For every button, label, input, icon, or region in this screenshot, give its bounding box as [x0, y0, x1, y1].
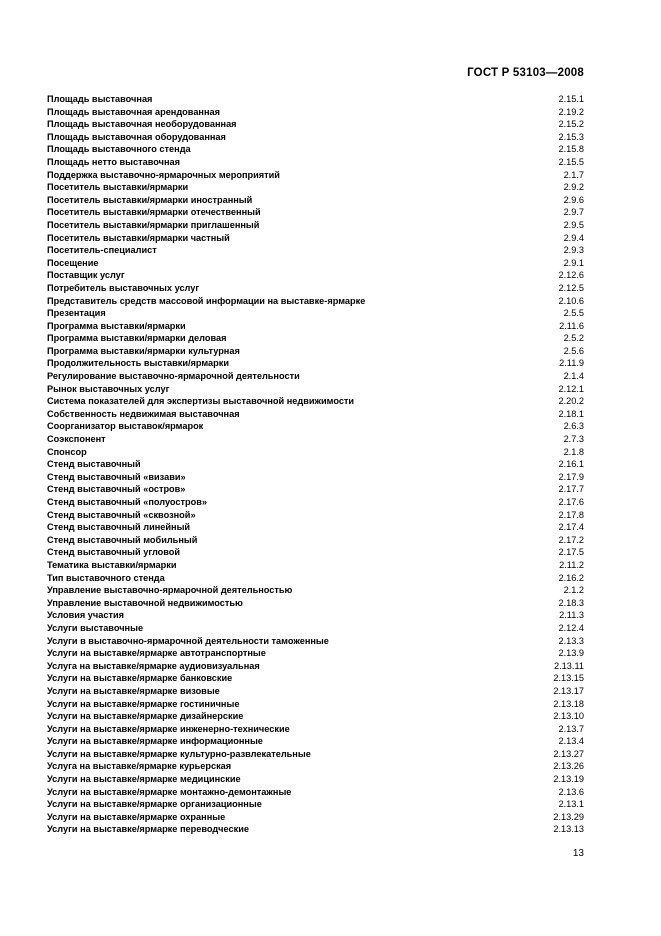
- index-reference-number: 2.1.7: [563, 169, 584, 180]
- index-term: Посетитель-специалист: [47, 245, 157, 256]
- index-reference-number: 2.15.1: [558, 94, 584, 104]
- index-entry: [47, 143, 584, 156]
- index-term: Стенд выставочный угловой: [47, 547, 181, 558]
- index-term: Тематика выставки/ярмарки: [47, 559, 177, 570]
- index-term: Услуги на выставке/ярмарке монтажно-демонтажные: [47, 786, 292, 797]
- index-term: Услуги на выставке/ярмарке банковские: [47, 673, 233, 684]
- index-reference-number: 2.13.18: [553, 698, 584, 709]
- index-entry: [47, 811, 584, 824]
- index-term: Посетитель выставки/ярмарки: [47, 182, 189, 193]
- index-entry: [47, 156, 584, 169]
- index-term: Посетитель выставки/ярмарки частный: [47, 232, 230, 243]
- index-reference-number: 2.7.3: [563, 434, 584, 445]
- index-reference-number: 2.1.2: [563, 585, 584, 596]
- index-entry: [47, 622, 584, 635]
- index-reference-number: 2.10.6: [558, 295, 584, 306]
- index-term: Программа выставки/ярмарки деловая: [47, 333, 227, 344]
- index-term: Программа выставки/ярмарки: [47, 320, 186, 331]
- index-term: Площадь выставочная арендованная: [47, 106, 220, 117]
- index-reference-number: 2.9.7: [563, 207, 584, 218]
- index-reference-number: 2.13.4: [558, 736, 584, 747]
- index-entry: [47, 345, 584, 358]
- index-term: Площадь выставочного стенда: [47, 144, 191, 155]
- index-reference-number: 2.1.8: [563, 446, 584, 457]
- index-reference-number: 2.16.1: [558, 459, 584, 470]
- alphabetical-index-list: [47, 93, 584, 836]
- index-term: Услуги на выставке/ярмарке инженерно-технические: [47, 723, 290, 734]
- index-reference-number: 2.12.6: [558, 270, 584, 281]
- index-entry: [47, 672, 584, 685]
- index-reference-number: 2.13.11: [554, 660, 584, 671]
- index-entry: [47, 446, 584, 459]
- index-entry: [47, 685, 584, 698]
- index-term: Стенд выставочный «сквозной»: [47, 509, 196, 520]
- index-entry: [47, 408, 584, 421]
- index-entry: [47, 597, 584, 610]
- index-entry: [47, 748, 584, 761]
- index-reference-number: 2.17.8: [558, 509, 584, 520]
- index-term: Услуги на выставке/ярмарке культурно-развлекательные: [47, 748, 311, 759]
- index-entry: [47, 635, 584, 648]
- index-entry: [47, 798, 584, 811]
- index-entry: [47, 572, 584, 585]
- index-reference-number: 2.12.5: [558, 282, 584, 293]
- index-reference-number: 2.13.26: [553, 761, 584, 772]
- index-term: Площадь выставочная: [47, 94, 153, 104]
- index-term: Стенд выставочный: [47, 459, 141, 470]
- index-term: Площадь нетто выставочная: [47, 156, 180, 167]
- index-entry: [47, 106, 584, 119]
- index-entry: [47, 295, 584, 308]
- index-reference-number: 2.15.3: [558, 131, 584, 142]
- index-entry: [47, 773, 584, 786]
- index-reference-number: 2.18.1: [558, 408, 584, 419]
- index-entry: [47, 483, 584, 496]
- index-term: Презентация: [47, 308, 106, 319]
- index-reference-number: 2.9.2: [563, 182, 584, 193]
- index-entry: [47, 383, 584, 396]
- index-reference-number: 2.1.4: [563, 371, 584, 382]
- index-entry: [47, 269, 584, 282]
- index-term: Посетитель выставки/ярмарки иностранный: [47, 194, 253, 205]
- index-entry: [47, 760, 584, 773]
- index-term: Посетитель выставки/ярмарки отечественный: [47, 207, 261, 218]
- index-reference-number: 2.15.8: [558, 144, 584, 155]
- index-reference-number: 2.13.13: [553, 824, 584, 835]
- index-entry: [47, 169, 584, 182]
- index-reference-number: 2.15.5: [558, 156, 584, 167]
- index-entry: [47, 534, 584, 547]
- index-entry: [47, 244, 584, 257]
- index-term: Стенд выставочный «полуостров»: [47, 497, 207, 507]
- index-entry: [47, 181, 584, 194]
- index-term: Продолжительность выставки/ярмарки: [47, 358, 230, 369]
- index-entry: [47, 282, 584, 295]
- index-term: Программа выставки/ярмарки культурная: [47, 345, 240, 356]
- index-term: Услуга на выставке/ярмарке курьерская: [47, 761, 232, 772]
- index-entry: [47, 458, 584, 471]
- index-term: Рынок выставочных услуг: [47, 383, 170, 394]
- index-reference-number: 2.17.5: [558, 547, 584, 558]
- index-entry: [47, 320, 584, 333]
- index-term: Площадь выставочная оборудованная: [47, 131, 226, 142]
- index-term: Услуги на выставке/ярмарке переводческие: [47, 824, 249, 835]
- index-reference-number: 2.11.9: [559, 358, 584, 369]
- index-reference-number: 2.9.3: [563, 245, 584, 256]
- index-reference-number: 2.17.6: [558, 497, 584, 507]
- index-entry: [47, 660, 584, 673]
- index-term: Услуги на выставке/ярмарке информационные: [47, 736, 263, 747]
- index-reference-number: 2.19.2: [558, 106, 584, 117]
- index-entry: [47, 93, 584, 106]
- index-entry: [47, 521, 584, 534]
- index-reference-number: 2.17.9: [558, 471, 584, 482]
- index-entry: [47, 257, 584, 270]
- index-term: Соорганизатор выставок/ярмарок: [47, 421, 204, 432]
- index-entry: [47, 496, 584, 509]
- index-entry: [47, 546, 584, 559]
- index-entry: [47, 471, 584, 484]
- index-reference-number: 2.20.2: [558, 396, 584, 407]
- index-entry: [47, 786, 584, 799]
- index-term: Услуги на выставке/ярмарке охранные: [47, 811, 226, 822]
- index-term: Услуги на выставке/ярмарке визовые: [47, 685, 220, 696]
- index-term: Стенд выставочный «остров»: [47, 484, 186, 495]
- index-reference-number: 2.11.2: [559, 559, 584, 570]
- index-entry: [47, 219, 584, 232]
- index-entry: [47, 395, 584, 408]
- index-reference-number: 2.13.9: [558, 648, 584, 659]
- index-term: Посетитель выставки/ярмарки приглашенный: [47, 219, 260, 230]
- index-reference-number: 2.12.4: [558, 622, 584, 633]
- index-term: Стенд выставочный «визави»: [47, 471, 186, 482]
- index-term: Спонсор: [47, 446, 87, 457]
- index-entry: [47, 823, 584, 836]
- index-entry: [47, 420, 584, 433]
- index-entry: [47, 332, 584, 345]
- index-reference-number: 2.11.6: [559, 320, 584, 331]
- index-term: Услуги в выставочно-ярмарочной деятельности таможенные: [47, 635, 329, 646]
- index-reference-number: 2.13.10: [553, 711, 584, 722]
- index-term: Условия участия: [47, 610, 124, 621]
- index-entry: [47, 609, 584, 622]
- index-term: Представитель средств массовой информации на выставке-ярмарке: [47, 295, 366, 306]
- index-entry: [47, 307, 584, 320]
- index-reference-number: 2.5.6: [563, 345, 584, 356]
- index-reference-number: 2.13.3: [558, 635, 584, 646]
- index-reference-number: 2.9.4: [563, 232, 584, 243]
- index-reference-number: 2.13.15: [553, 673, 584, 684]
- index-reference-number: 2.13.19: [553, 774, 584, 785]
- index-reference-number: 2.13.1: [558, 799, 584, 810]
- index-reference-number: 2.6.3: [563, 421, 584, 432]
- index-entry: [47, 559, 584, 572]
- index-entry: [47, 206, 584, 219]
- index-reference-number: 2.13.6: [558, 786, 584, 797]
- index-term: Тип выставочного стенда: [47, 572, 165, 583]
- index-term: Услуга на выставке/ярмарке аудиовизуальная: [47, 660, 260, 671]
- index-reference-number: 2.11.3: [559, 610, 584, 621]
- index-reference-number: 2.17.7: [558, 484, 584, 495]
- index-reference-number: 2.18.3: [558, 597, 584, 608]
- index-term: Стенд выставочный линейный: [47, 522, 191, 533]
- document-header: ГОСТ Р 53103—2008: [467, 67, 584, 79]
- index-entry: [47, 370, 584, 383]
- index-reference-number: 2.13.7: [558, 723, 584, 734]
- index-entry: [47, 194, 584, 207]
- index-entry: [47, 433, 584, 446]
- index-entry: [47, 723, 584, 736]
- index-reference-number: 2.17.2: [558, 534, 584, 545]
- index-term: Услуги на выставке/ярмарке медицинские: [47, 774, 241, 785]
- index-term: Услуги на выставке/ярмарке гостиничные: [47, 698, 240, 709]
- index-reference-number: 2.13.27: [553, 748, 584, 759]
- index-term: Услуги на выставке/ярмарке дизайнерские: [47, 711, 244, 722]
- page-number: 13: [572, 848, 584, 859]
- index-entry: [47, 357, 584, 370]
- index-reference-number: 2.9.6: [563, 194, 584, 205]
- index-term: Услуги выставочные: [47, 622, 144, 633]
- index-reference-number: 2.9.1: [563, 257, 584, 268]
- index-term: Потребитель выставочных услуг: [47, 282, 200, 293]
- index-term: Поддержка выставочно-ярмарочных мероприятий: [47, 169, 280, 180]
- index-entry: [47, 131, 584, 144]
- index-reference-number: 2.5.5: [563, 308, 584, 319]
- index-entry: [47, 232, 584, 245]
- index-term: Услуги на выставке/ярмарке организационные: [47, 799, 262, 810]
- index-term: Управление выставочной недвижимостью: [47, 597, 243, 608]
- index-entry: [47, 698, 584, 711]
- index-term: Система показателей для экспертизы выставочной недвижимости: [47, 396, 355, 407]
- index-reference-number: 2.5.2: [563, 333, 584, 344]
- index-reference-number: 2.15.2: [558, 119, 584, 130]
- index-reference-number: 2.12.1: [558, 383, 584, 394]
- index-entry: [47, 735, 584, 748]
- index-entry: [47, 647, 584, 660]
- index-term: Управление выставочно-ярмарочной деятельностью: [47, 585, 293, 596]
- index-term: Собственность недвижимая выставочная: [47, 408, 240, 419]
- index-entry: [47, 509, 584, 522]
- index-term: Площадь выставочная необорудованная: [47, 119, 237, 130]
- index-term: Регулирование выставочно-ярмарочной деятельности: [47, 371, 300, 382]
- index-term: Посещение: [47, 257, 99, 268]
- index-entry: [47, 710, 584, 723]
- index-entry: [47, 584, 584, 597]
- index-reference-number: 2.13.17: [553, 685, 584, 696]
- index-reference-number: 2.16.2: [558, 572, 584, 583]
- index-reference-number: 2.13.29: [553, 811, 584, 822]
- index-term: Услуги на выставке/ярмарке автотранспортные: [47, 648, 266, 659]
- index-term: Стенд выставочный мобильный: [47, 534, 198, 545]
- index-reference-number: 2.17.4: [558, 522, 584, 533]
- index-entry: [47, 118, 584, 131]
- index-reference-number: 2.9.5: [563, 219, 584, 230]
- index-term: Соэкспонент: [47, 434, 106, 445]
- index-term: Поставщик услуг: [47, 270, 125, 281]
